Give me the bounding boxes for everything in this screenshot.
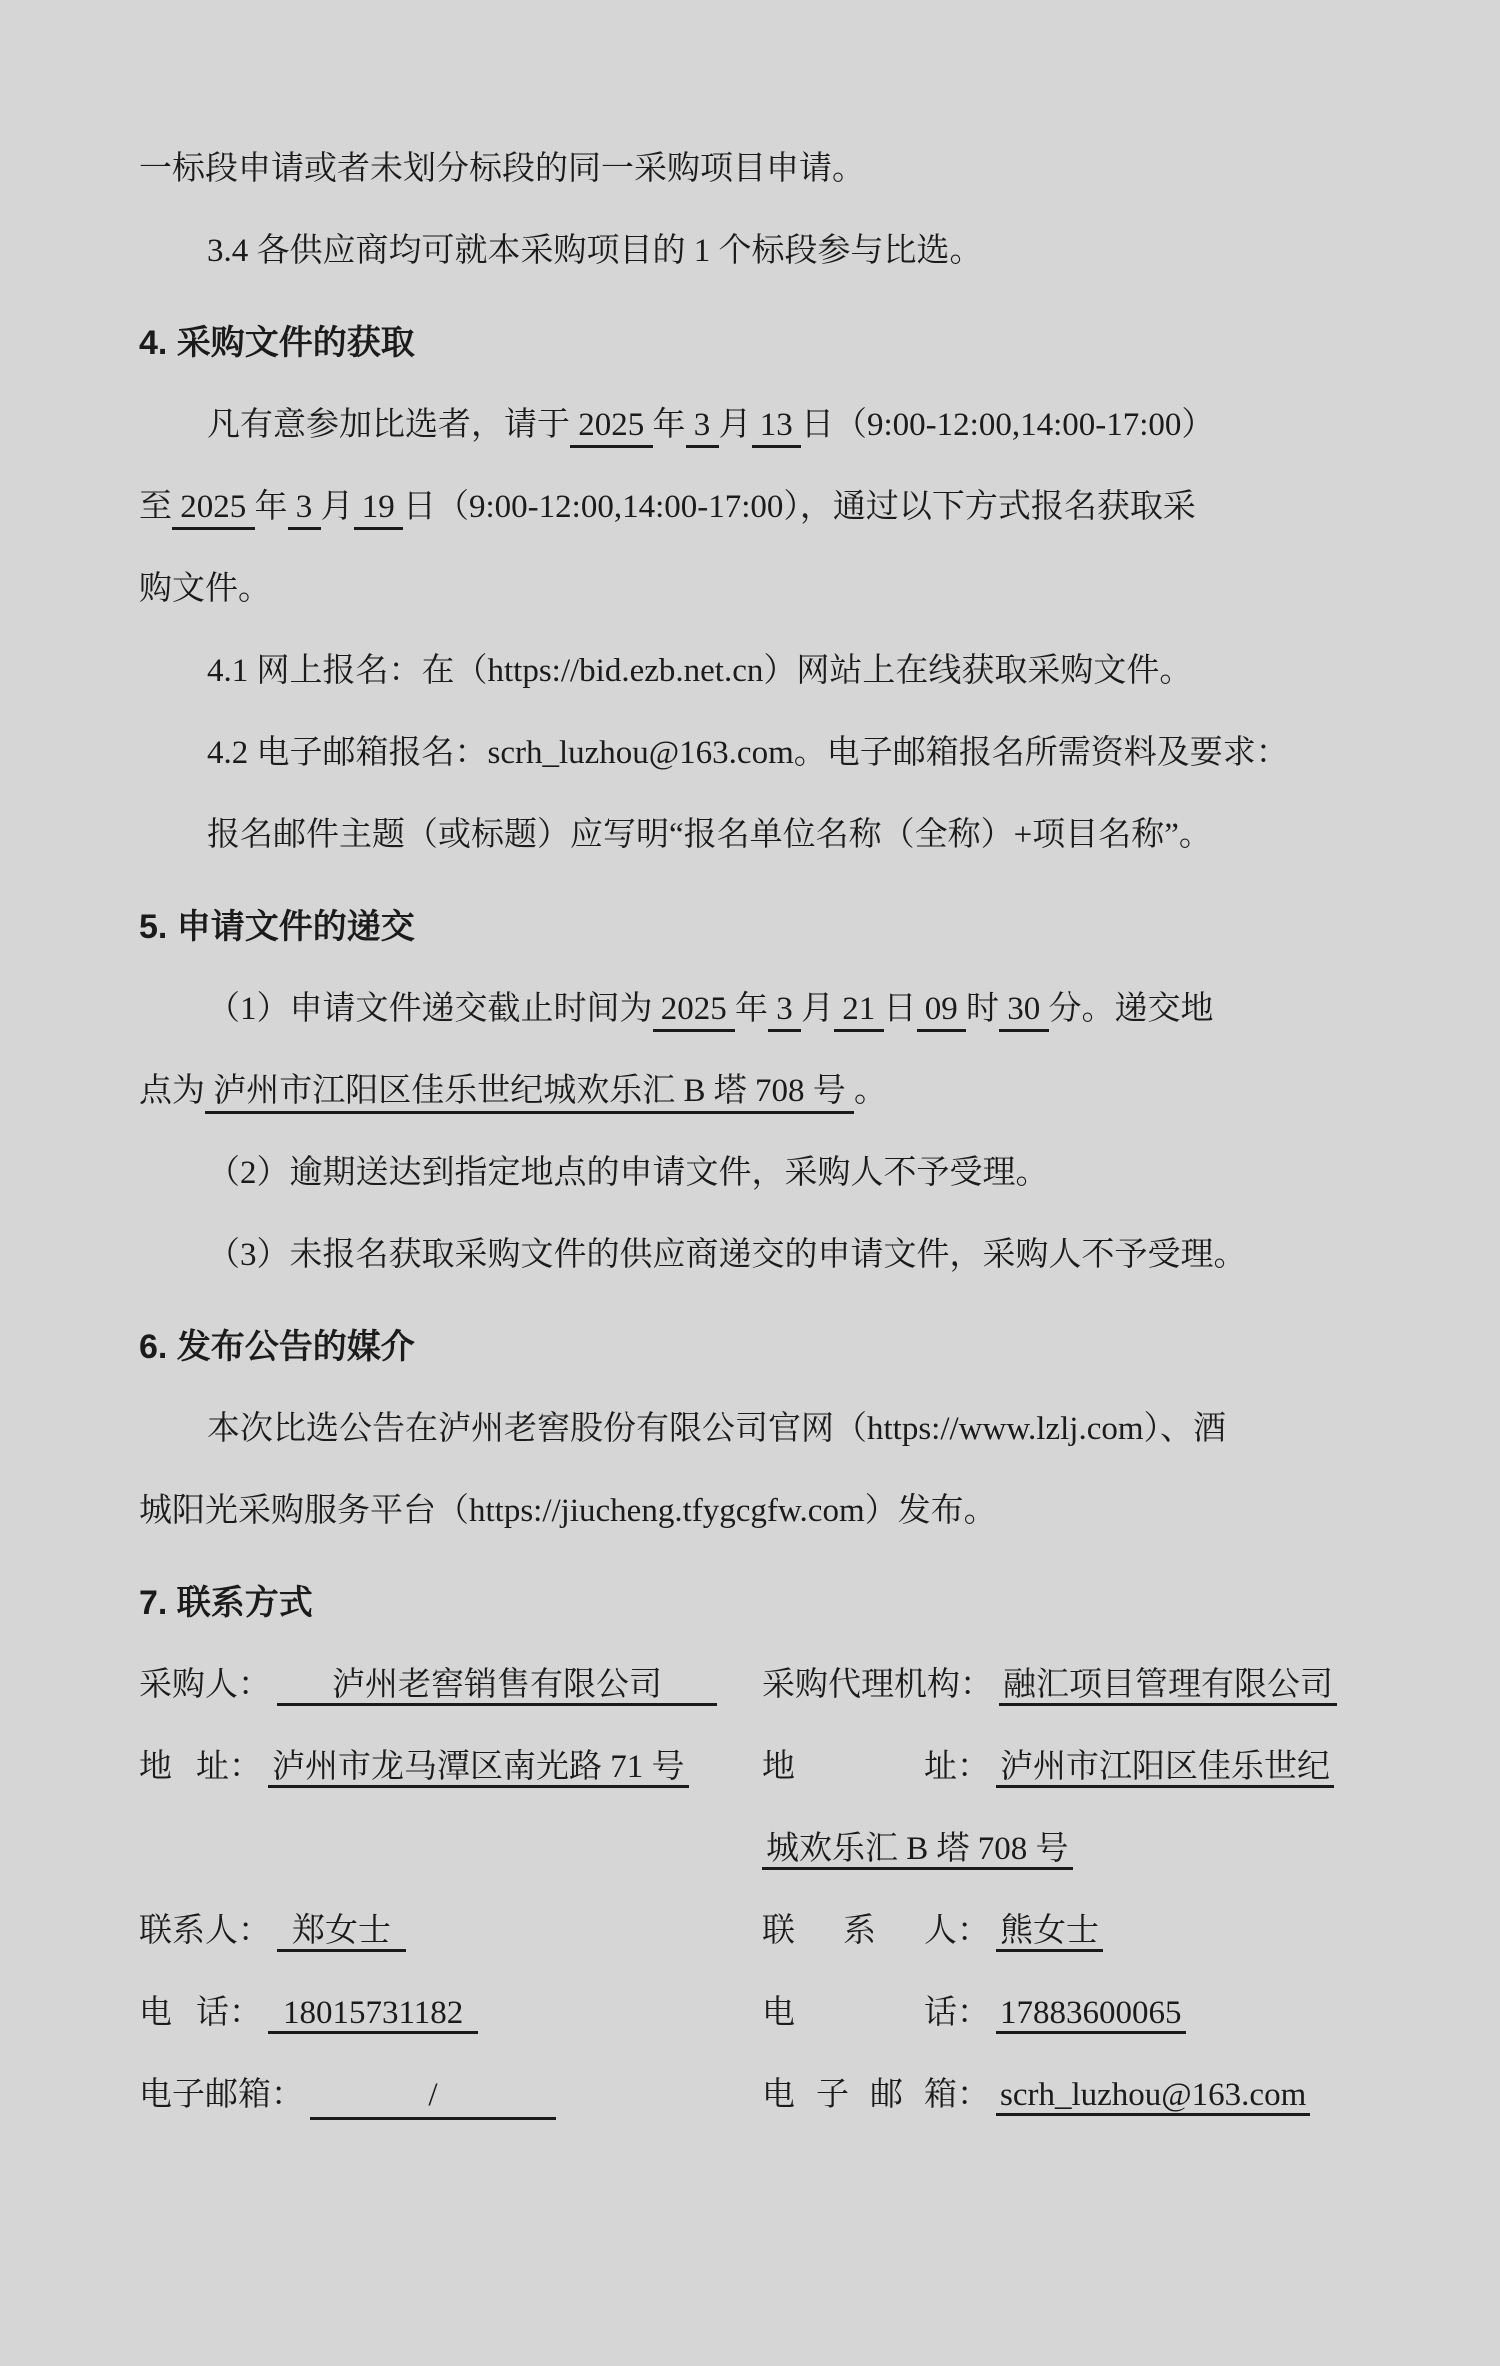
para-6-line2	[139, 1470, 1412, 1552]
text-segment: 时	[966, 991, 999, 1027]
label-part: 人：	[924, 1913, 990, 1949]
text-segment: 4.1 网上报名：在（https://bid.ezb.net.cn）网站上在线获取采购文件。	[207, 653, 1193, 689]
contact-label	[762, 2054, 990, 2136]
heading-5	[139, 886, 1412, 968]
contact-cell-left	[139, 2054, 762, 2136]
contact-row	[139, 1644, 1412, 1726]
text-segment: 一标段申请或者未划分标段的同一采购项目申请。	[139, 151, 865, 187]
underlined-field: 泸州市江阳区佳乐世纪城欢乐汇 B 塔 708 号	[205, 1073, 854, 1114]
text-segment: 3.4 各供应商均可就本采购项目的 1 个标段参与比选。	[207, 233, 983, 269]
para-4-intro-line2	[139, 466, 1412, 548]
contact-value-line2: 城欢乐汇 B 塔 708 号	[762, 1831, 1073, 1870]
label-part: 电	[762, 1995, 795, 2031]
contact-cell-left	[139, 1972, 762, 2054]
heading-4	[139, 302, 1412, 384]
text-segment: 日（9:00-12:00,14:00-17:00）	[801, 407, 1215, 443]
underlined-field: 2025	[172, 489, 255, 530]
text-segment: 4.2 电子邮箱报名：scrh_luzhou@163.com。电子邮箱报名所需资料及要求：	[207, 735, 1289, 771]
contact-cell-left	[139, 1644, 762, 1726]
text-segment: 城阳光采购服务平台（https://jiucheng.tfygcgfw.com）发布。	[139, 1493, 997, 1529]
text-segment: 点为	[139, 1073, 205, 1109]
contact-label	[139, 1726, 262, 1808]
label-part: 址：	[924, 1749, 990, 1785]
heading-7	[139, 1562, 1412, 1644]
underlined-field: 30	[999, 991, 1049, 1032]
para-3-4	[139, 210, 1412, 292]
label-part: 话：	[196, 1995, 262, 2031]
contact-section	[0, 1644, 1500, 2136]
contact-label	[139, 1667, 271, 1703]
contact-label	[139, 1913, 271, 1949]
contact-label	[139, 2077, 304, 2113]
contact-cell-left	[139, 1890, 762, 1972]
para-4-1	[139, 630, 1412, 712]
underlined-field: 19	[354, 489, 404, 530]
text-segment: 6. 发布公告的媒介	[139, 1328, 415, 1366]
label-part: 采购代理机构：	[762, 1667, 993, 1703]
text-segment: （3）未报名获取采购文件的供应商递交的申请文件，采购人不予受理。	[207, 1237, 1247, 1273]
text-segment: 月	[320, 489, 354, 525]
label-part: 址：	[196, 1749, 262, 1785]
contact-cell-right	[762, 1890, 1412, 1972]
text-segment: 凡有意参加比选者，请于	[207, 407, 570, 443]
contact-value: 泸州老窖销售有限公司	[277, 1667, 717, 1706]
label-part: 联	[762, 1913, 795, 1949]
contact-label	[762, 1667, 993, 1703]
para-4-intro-line1	[139, 384, 1412, 466]
underlined-field: 2025	[570, 407, 653, 448]
text-segment: 4. 采购文件的获取	[139, 324, 415, 362]
contact-label	[139, 1972, 262, 2054]
para-4-2-line2	[139, 794, 1412, 876]
label-part: 邮	[870, 2077, 903, 2113]
label-part: 地	[762, 1749, 795, 1785]
para-5-2	[139, 1132, 1412, 1214]
contact-row	[139, 1726, 1412, 1890]
text-segment: 年	[254, 489, 288, 525]
contact-value: /	[310, 2073, 556, 2120]
label-part: 地	[139, 1749, 172, 1785]
contact-row	[139, 1890, 1412, 1972]
heading-6	[139, 1306, 1412, 1388]
contact-cell-left	[139, 1726, 762, 1890]
text-segment: 分。递交地	[1048, 991, 1214, 1027]
text-segment: 报名邮件主题（或标题）应写明“报名单位名称（全称）+项目名称”。	[207, 817, 1212, 853]
underlined-field: 13	[752, 407, 802, 448]
contact-label	[762, 1890, 990, 1972]
text-segment: 。	[854, 1073, 888, 1109]
underlined-field: 09	[917, 991, 967, 1032]
para-5-1-line1	[139, 968, 1412, 1050]
contact-cell-right	[762, 1972, 1412, 2054]
underlined-field: 3	[768, 991, 801, 1032]
para-4-2-line1	[139, 712, 1412, 794]
contact-label	[762, 1972, 990, 2054]
contact-cell-right	[762, 1644, 1412, 1726]
label-part: 话：	[924, 1995, 990, 2031]
text-segment: 年	[735, 991, 768, 1027]
contact-value: 泸州市江阳区佳乐世纪	[996, 1749, 1334, 1788]
text-segment: 5. 申请文件的递交	[139, 908, 415, 946]
label-part: 电	[762, 2077, 795, 2113]
text-segment: 月	[718, 407, 752, 443]
contact-row	[139, 2054, 1412, 2136]
contact-value: 熊女士	[996, 1913, 1103, 1952]
label-part: 电	[139, 1995, 172, 2031]
text-segment: 年	[652, 407, 686, 443]
text-segment: 日（9:00-12:00,14:00-17:00），通过以下方式报名获取采	[403, 489, 1196, 525]
para-lot-carryover	[139, 128, 1412, 210]
text-segment: 月	[801, 991, 834, 1027]
label-part: 箱：	[924, 2077, 990, 2113]
underlined-field: 3	[288, 489, 321, 530]
para-6-line1	[139, 1388, 1412, 1470]
contact-value: 郑女士	[277, 1913, 406, 1952]
para-5-3	[139, 1214, 1412, 1296]
text-segment: 至	[139, 489, 172, 525]
contact-value: 融汇项目管理有限公司	[999, 1667, 1337, 1706]
contact-label	[762, 1726, 990, 1808]
text-segment: （1）申请文件递交截止时间为	[207, 991, 653, 1027]
label-part: 联系人：	[139, 1913, 271, 1949]
contact-value: 17883600065	[996, 1995, 1186, 2034]
text-segment: 7. 联系方式	[139, 1584, 313, 1622]
text-segment: 本次比选公告在泸州老窖股份有限公司官网（https://www.lzlj.com）、酒	[207, 1411, 1227, 1447]
para-4-intro-line3	[139, 548, 1412, 630]
label-part: 子	[816, 2077, 849, 2113]
contact-value: 18015731182	[268, 1995, 478, 2034]
contact-row	[139, 1972, 1412, 2054]
label-part: 电子邮箱：	[139, 2077, 304, 2113]
contact-cell-right	[762, 2054, 1412, 2136]
label-part: 采购人：	[139, 1667, 271, 1703]
para-5-1-line2	[139, 1050, 1412, 1132]
underlined-field: 2025	[653, 991, 736, 1032]
contact-value: 泸州市龙马潭区南光路 71 号	[268, 1749, 689, 1788]
contact-cell-right	[762, 1726, 1412, 1890]
text-segment: （2）逾期送达到指定地点的申请文件，采购人不予受理。	[207, 1155, 1049, 1191]
underlined-field: 3	[686, 407, 719, 448]
text-segment: 购文件。	[139, 571, 271, 607]
contact-value: scrh_luzhou@163.com	[996, 2077, 1310, 2116]
text-segment: 日	[883, 991, 917, 1027]
underlined-field: 21	[834, 991, 884, 1032]
label-part: 系	[843, 1913, 876, 1949]
